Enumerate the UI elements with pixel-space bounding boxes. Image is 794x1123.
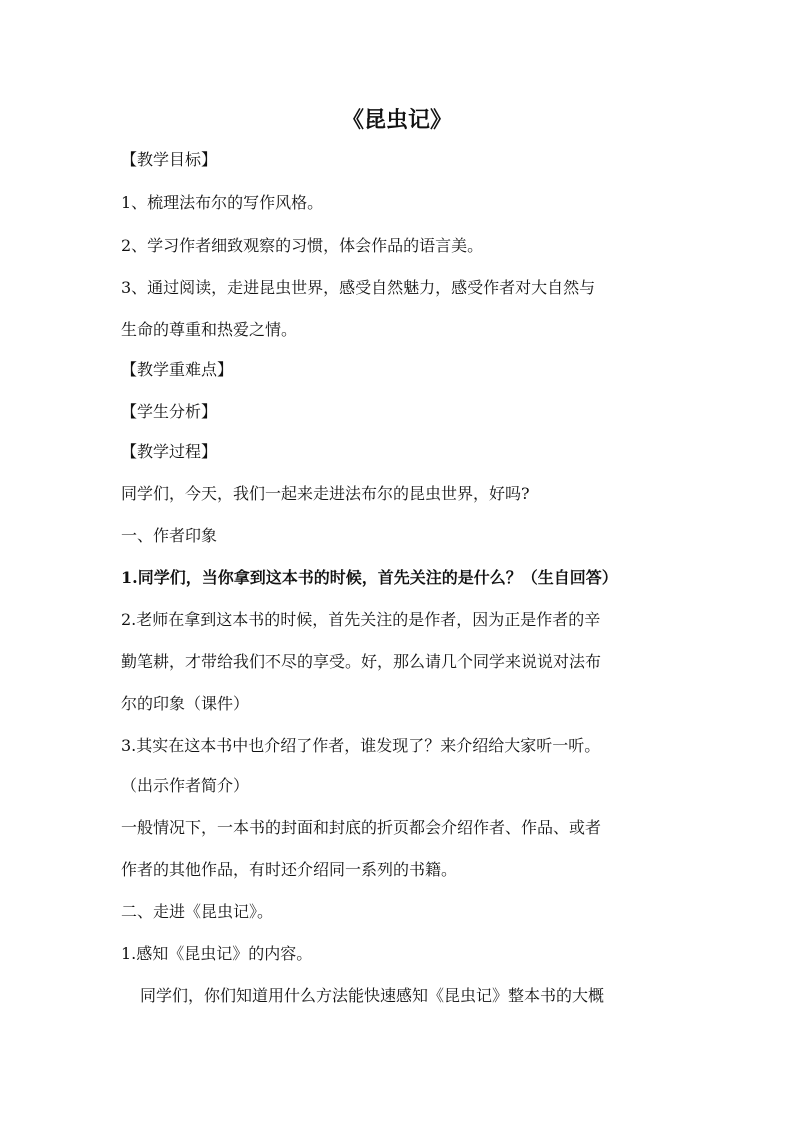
paragraph-intro: 同学们，今天，我们一起来走进法布尔的昆虫世界，好吗?: [121, 484, 530, 503]
goal-item-2: 2、学习作者细致观察的习惯，体会作品的语言美。: [121, 236, 484, 255]
section-heading-teaching-process: 【教学过程】: [121, 442, 218, 461]
goal-item-1: 1、梳理法布尔的写作风格。: [121, 193, 324, 212]
section-heading-teaching-goals: 【教学目标】: [121, 150, 218, 169]
paragraph-method-question: 同学们，你们知道用什么方法能快速感知《昆虫记》整本书的大概: [140, 986, 605, 1005]
step-perceive-content: 1.感知《昆虫记》的内容。: [121, 944, 313, 963]
step-3-line-1: 3.其实在这本书中也介绍了作者，谁发现了？来介绍给大家听一听。: [121, 736, 601, 755]
step-2-line-1: 2.老师在拿到这本书的时候，首先关注的是作者，因为正是作者的辛: [121, 610, 601, 629]
subheading-author-impression: 一、作者印象: [121, 526, 218, 545]
step-2-line-3: 尔的印象（课件）: [121, 694, 250, 713]
goal-item-3: 3、通过阅读，走进昆虫世界，感受自然魅力，感受作者对大自然与: [121, 278, 596, 297]
paragraph-book-covers-2: 作者的其他作品，有时还介绍同一系列的书籍。: [121, 860, 458, 879]
document-title: 《昆虫记》: [341, 107, 452, 133]
step-1-question: 1.同学们，当你拿到这本书的时候，首先关注的是什么？（生自回答）: [121, 568, 618, 587]
section-heading-key-points: 【教学重难点】: [121, 360, 234, 379]
goal-item-3-continued: 生命的尊重和热爱之情。: [121, 320, 298, 339]
section-heading-student-analysis: 【学生分析】: [121, 402, 218, 421]
step-3-line-2: （出示作者简介）: [121, 776, 250, 795]
paragraph-book-covers-1: 一般情况下，一本书的封面和封底的折页都会介绍作者、作品、或者: [121, 818, 602, 837]
subheading-enter-book: 二、走进《昆虫记》。: [121, 902, 274, 921]
step-2-line-2: 勤笔耕，才带给我们不尽的享受。好，那么请几个同学来说说对法布: [121, 652, 602, 671]
